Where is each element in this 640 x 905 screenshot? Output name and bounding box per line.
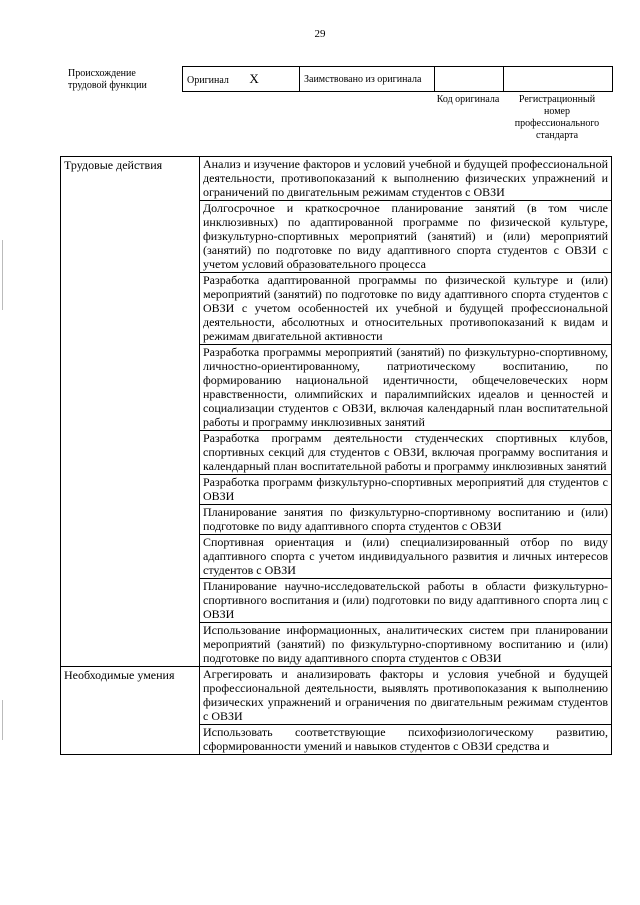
action-item: Использование информационных, аналитических систем при планировании мероприятий (занятий) по физкультурно-спортивному воспитанию и (или) подготовке по виду адаптивного спорта студентов с ОВЗИ: [200, 623, 612, 667]
action-item: Разработка адаптированной программы по физической культуре и (или) мероприятий (занятий) по подготовке по виду адаптивного спорта студентов с ОВЗИ с учетом особенностей их учебной и будущей профессиональной деятельности, абсолютных и относительных противопоказаний к видам и режимам двигательной активности: [200, 273, 612, 345]
margin-mark: [2, 240, 3, 310]
original-mark: X: [249, 70, 259, 86]
margin-mark: [2, 700, 3, 740]
borrowed-cell: Заимствовано из оригинала: [300, 67, 435, 92]
code-cell: [435, 67, 504, 92]
section-title-skills: Необходимые умения: [61, 667, 200, 755]
action-item: Разработка программ физкультурно-спортивных мероприятий для студентов с ОВЗИ: [200, 475, 612, 505]
action-item: Разработка программ деятельности студенческих спортивных клубов, спортивных секций для студентов с ОВЗИ, включая программу воспитания и календарный план воспитательной работы и программу инклюзивных занятий: [200, 431, 612, 475]
code-caption: Код оригинала: [436, 94, 500, 105]
origin-label: Происхождение трудовой функции: [68, 68, 147, 91]
function-table: [60, 156, 612, 755]
page-number: 29: [314, 28, 326, 40]
section-title-actions: Трудовые действия: [61, 157, 200, 667]
table-row: [61, 667, 612, 725]
reg-number-caption: Регистрационный номер профессионального стандарта: [514, 94, 600, 141]
action-item: Анализ и изучение факторов и условий учебной и будущей профессиональной деятельности, противопоказаний к выполнению физических упражнений и ограничений по двигательным режимам студентов с ОВЗИ: [200, 157, 612, 201]
action-item: Долгосрочное и краткосрочное планирование занятий (в том числе инклюзивных) по адаптированной программе по физической культуре, физкультурно-спортивных мероприятий (занятий) и (или) мероприятий (занятий) по подготовке по виду адаптивного спорта студентов с ОВЗИ с учетом условий образовательного процесса: [200, 201, 612, 273]
action-item: Планирование занятия по физкультурно-спортивному воспитанию и (или) подготовке по виду адаптивного спорта студентов с ОВЗИ: [200, 505, 612, 535]
action-item: Разработка программы мероприятий (занятий) по физкультурно-спортивному, личностно-ориентированному, патриотическому воспитанию, по формированию национальной идентичности, общечеловеческих норм нравственности, олимпийских и паралимпийских идеалов и ценностей и социализации студентов с ОВЗИ, включая календарный план воспитательной работы и программу инклюзивных занятий: [200, 345, 612, 431]
skill-item: Использовать соответствующие психофизиологическому развитию, сформированности умений и навыков студентов с ОВЗИ средства и: [200, 725, 612, 755]
action-item: Планирование научно-исследовательской работы в области физкультурно-спортивного воспитания и (или) подготовки по виду адаптивного спорта лиц с ОВЗИ: [200, 579, 612, 623]
origin-table: [182, 66, 613, 92]
original-cell: [183, 67, 300, 92]
table-row: [61, 157, 612, 201]
action-item: Спортивная ориентация и (или) специализированный отбор по виду адаптивного спорта с учетом индивидуального развития и личных интересов студентов с ОВЗИ: [200, 535, 612, 579]
original-label: Оригинал: [187, 74, 229, 86]
skill-item: Агрегировать и анализировать факторы и условия учебной и будущей профессиональной деятельности, выявлять противопоказания к выполнению физических упражнений и ограничения по двигательным режимам студентов с ОВЗИ: [200, 667, 612, 725]
reg-number-cell: [504, 67, 613, 92]
